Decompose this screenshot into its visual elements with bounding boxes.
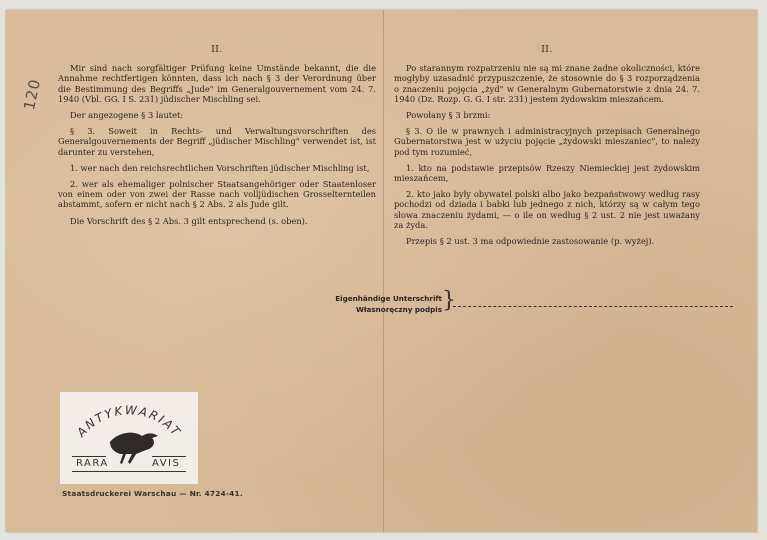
stamp-word-rara: RARA	[76, 458, 109, 469]
german-paragraph: 2. wer als ehemaliger polnischer Staatsangehöriger oder Staatenloser von einem oder von zwei der Rasse nach volljüdischen Grosselternteilen abstammt, sofern er nicht nach § 2 Abs. 2 als Jude gilt.	[58, 179, 376, 210]
german-paragraph: § 3. Soweit in Rechts- und Verwaltungsvorschriften des Generalgouvernements der Begriff „jüdischer Mischling" verwendet ist, ist darunter zu verstehen,	[58, 126, 376, 157]
german-paragraph: 1. wer nach den reichsrechtlichen Vorschriften jüdischer Mischling ist,	[70, 162, 370, 173]
polish-paragraph: 2. kto jako były obywatel polski albo jako bezpaństwowy według rasy pochodzi od dziada i babki lub jednego z nich, którzy są w całym tego słowa znaczeniu żydami, — o ile on według § 2 ust. 2 nie jest uważany za żyda.	[394, 189, 700, 230]
german-column	[58, 45, 376, 230]
handwritten-note: 120	[20, 77, 45, 112]
german-heading: II.	[211, 45, 223, 55]
brace-icon: }	[442, 288, 456, 313]
polish-paragraph: Przepis § 2 ust. 3 ma odpowiednie zastosowanie (p. wyżej).	[406, 236, 655, 247]
polish-heading: II.	[541, 45, 553, 55]
stamp-rule	[152, 456, 186, 457]
signature-label-german: Eigenhändige Unterschrift	[335, 294, 442, 303]
stamp-arc-text: ANTYKWARIAT	[74, 403, 184, 440]
german-paragraph: Die Vorschrift des § 2 Abs. 3 gilt entsprechend (s. oben).	[70, 215, 308, 226]
printer-imprint: Staatsdruckerei Warschau — Nr. 4724-41.	[62, 489, 243, 498]
raven-icon	[110, 433, 158, 464]
signature-line[interactable]	[453, 306, 733, 307]
polish-paragraph: Powołany § 3 brzmi:	[406, 110, 491, 121]
antiquarian-stamp	[60, 392, 198, 484]
stamp-rule	[72, 471, 186, 472]
center-fold	[383, 10, 384, 532]
german-paragraph: Mir sind nach sorgfältiger Prüfung keine Umstände bekannt, die die Annahme rechtfertigen könnten, dass ich nach § 3 der Verordnung über die Bestimmung des Begriffs „Jude" im Generalgouvernement vom 24. 7. 1940 (Vbl. GG. I S. 231) jüdischer Mischling sei.	[58, 63, 376, 104]
stamp-rule	[72, 456, 106, 457]
polish-paragraph: § 3. O ile w prawnych i administracyjnych przepisach Generalnego Gubernatorstwa jest w użyciu pojęcie „żydowski mieszaniec", to należy pod tym rozumieć,	[394, 126, 700, 157]
polish-paragraph: 1. kto na podstawie przepisów Rzeszy Niemieckiej jest żydowskim mieszańcem,	[394, 162, 700, 184]
stamp-word-avis: AVIS	[152, 458, 181, 469]
signature-labels	[324, 293, 442, 315]
document-sheet	[6, 10, 757, 532]
polish-column	[394, 45, 700, 250]
signature-label-polish: Własnoręczny podpis	[355, 305, 442, 314]
polish-paragraph: Po starannym rozpatrzeniu nie są mi znane żadne okoliczności, które mogłyby uzasadnić przypuszczenie, że stosownie do § 3 rozporządzenia o znaczeniu pojęcia „żyd" w Generalnym Gubernatorstwie z dnia 24. 7. 1940 (Dz. Rozp. G. G. I str. 231) jestem żydowskim mieszańcem.	[394, 63, 700, 104]
german-paragraph: Der angezogene § 3 lautet:	[70, 110, 184, 121]
